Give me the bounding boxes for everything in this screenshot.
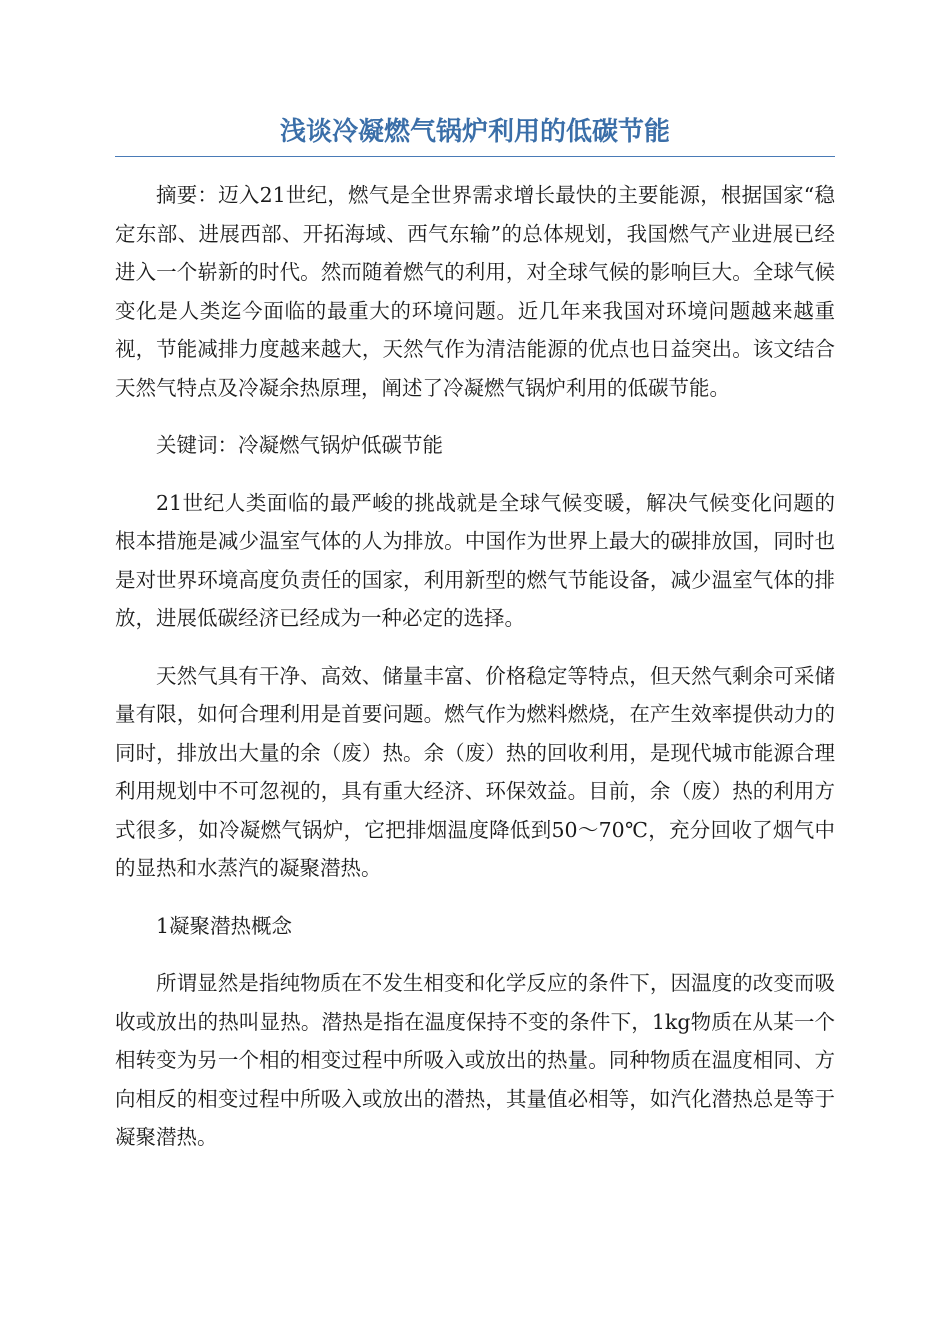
body-paragraph-natural-gas: 天然气具有干净、高效、储量丰富、价格稳定等特点，但天然气剩余可采储量有限，如何合理利用是首要问题。燃气作为燃料燃烧，在产生效率提供动力的同时，排放出大量的余（废）热。余（废）热的回收利用，是现代城市能源合理利用规划中不可忽视的，具有重大经济、环保效益。目前，余（废）热的利用方式很多，如冷凝燃气锅炉，它把排烟温度降低到50～70℃，充分回收了烟气中的显热和水蒸汽的凝聚潜热。 <box>115 663 835 880</box>
keywords-paragraph: 关键词：冷凝燃气锅炉低碳节能 <box>156 433 443 457</box>
body-paragraph-climate: 21世纪人类面临的最严峻的挑战就是全球气候变暖，解决气候变化问题的根本措施是减少温室气体的人为排放。中国作为世界上最大的碳排放国，同时也是对世界环境高度负责任的国家，利用新型的燃气节能设备，减少温室气体的排放，进展低碳经济已经成为一种必定的选择。 <box>115 490 835 630</box>
document-page <box>115 112 835 1157</box>
section-heading-1: 1凝聚潜热概念 <box>156 913 293 938</box>
abstract-paragraph: 摘要：迈入21世纪，燃气是全世界需求增长最快的主要能源，根据国家“稳定东部、进展西部、开拓海域、西气东输”的总体规划，我国燃气产业进展已经进入一个崭新的时代。然而随着燃气的利用，对全球气候的影响巨大。全球气候变化是人类迄今面临的最重大的环境问题。近几年来我国对环境问题越来越重视，节能减排力度越来越大，天然气作为清洁能源的优点也日益突出。该文结合天然气特点及冷凝余热原理，阐述了冷凝燃气锅炉利用的低碳节能。 <box>115 183 835 400</box>
document-title: 浅谈冷凝燃气锅炉利用的低碳节能 <box>115 112 835 157</box>
body-paragraph-latent-heat: 所谓显然是指纯物质在不发生相变和化学反应的条件下，因温度的改变而吸收或放出的热叫显热。潜热是指在温度保持不变的条件下，1kg物质在从某一个相转变为另一个相的相变过程中所吸入或放出的热量。同种物质在温度相同、方向相反的相变过程中所吸入或放出的潜热，其量值必相等，如汽化潜热总是等于凝聚潜热。 <box>115 971 835 1149</box>
